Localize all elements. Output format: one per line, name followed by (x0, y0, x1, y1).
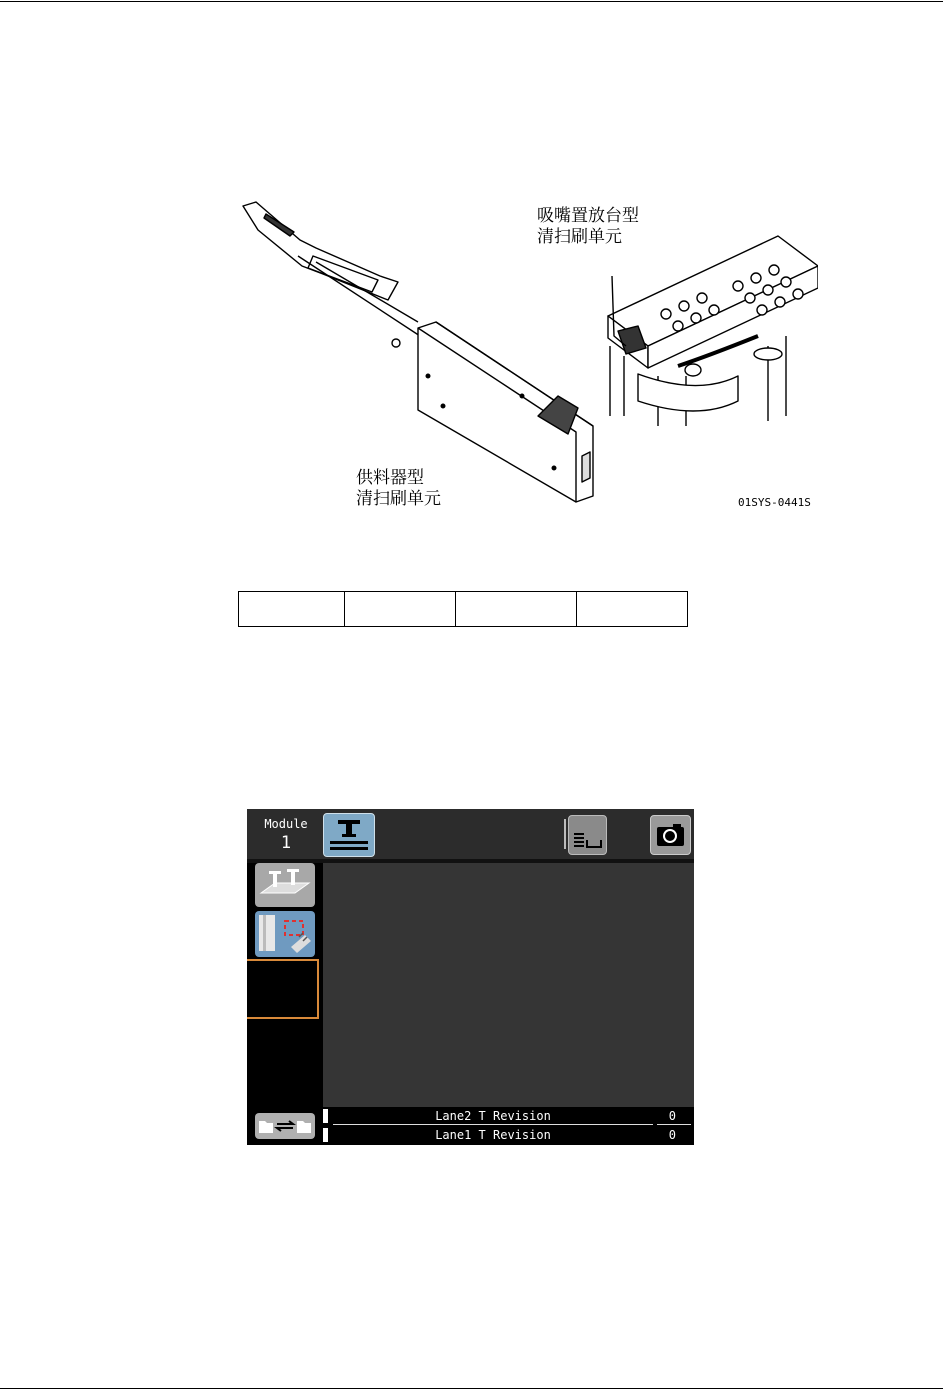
module-number: 1 (280, 833, 292, 853)
camera-button[interactable] (650, 815, 691, 855)
folder-transfer-button[interactable] (255, 1113, 315, 1139)
status-row-lane1 (323, 1126, 694, 1144)
table-cell (345, 592, 456, 627)
status-value: 0 (668, 1109, 676, 1123)
toolbar-separator (564, 819, 566, 849)
camera-icon (651, 816, 690, 854)
nozzles-icon (255, 863, 315, 907)
header-rule (0, 1, 943, 2)
table-cell (239, 592, 345, 627)
table-row (239, 592, 688, 627)
status-label: Lane1 T Revision (435, 1128, 551, 1142)
table-cell (456, 592, 577, 627)
figure-code: 01SYS-0441S (738, 496, 811, 509)
machine-screen (247, 809, 694, 1145)
nozzles-button[interactable] (255, 863, 315, 907)
folder-transfer-icon (255, 1113, 315, 1139)
row-marker (323, 1128, 328, 1142)
value-underline (657, 1124, 691, 1125)
row-marker (323, 1109, 328, 1123)
nozzle-head-icon (324, 814, 374, 856)
stack-tray-button[interactable] (568, 815, 607, 855)
row-underline (333, 1124, 653, 1125)
footer-rule (0, 1388, 943, 1389)
cleaning-brush-unit-icon (255, 911, 315, 957)
main-panel (323, 863, 694, 1107)
empty-table (238, 591, 688, 627)
nozzle-station-caption: 吸嘴置放台型 清扫刷单元 (537, 206, 639, 247)
status-value: 0 (668, 1128, 676, 1142)
module-label: Module (264, 817, 308, 831)
selection-highlight (247, 959, 319, 1019)
table-cell (577, 592, 688, 627)
nozzle-head-button[interactable] (323, 813, 375, 857)
screen-sidebar (247, 863, 323, 1145)
status-area (323, 1107, 694, 1145)
cleaning-brush-illustration (238, 196, 818, 516)
status-row-lane2 (323, 1107, 694, 1125)
screen-topbar (247, 809, 694, 859)
cleaning-brush-unit-button[interactable] (255, 911, 315, 957)
stack-tray-icon (569, 816, 606, 854)
feeder-caption: 供料器型 清扫刷单元 (356, 468, 441, 509)
brush-units-drawing (238, 196, 818, 516)
status-label: Lane2 T Revision (435, 1109, 551, 1123)
